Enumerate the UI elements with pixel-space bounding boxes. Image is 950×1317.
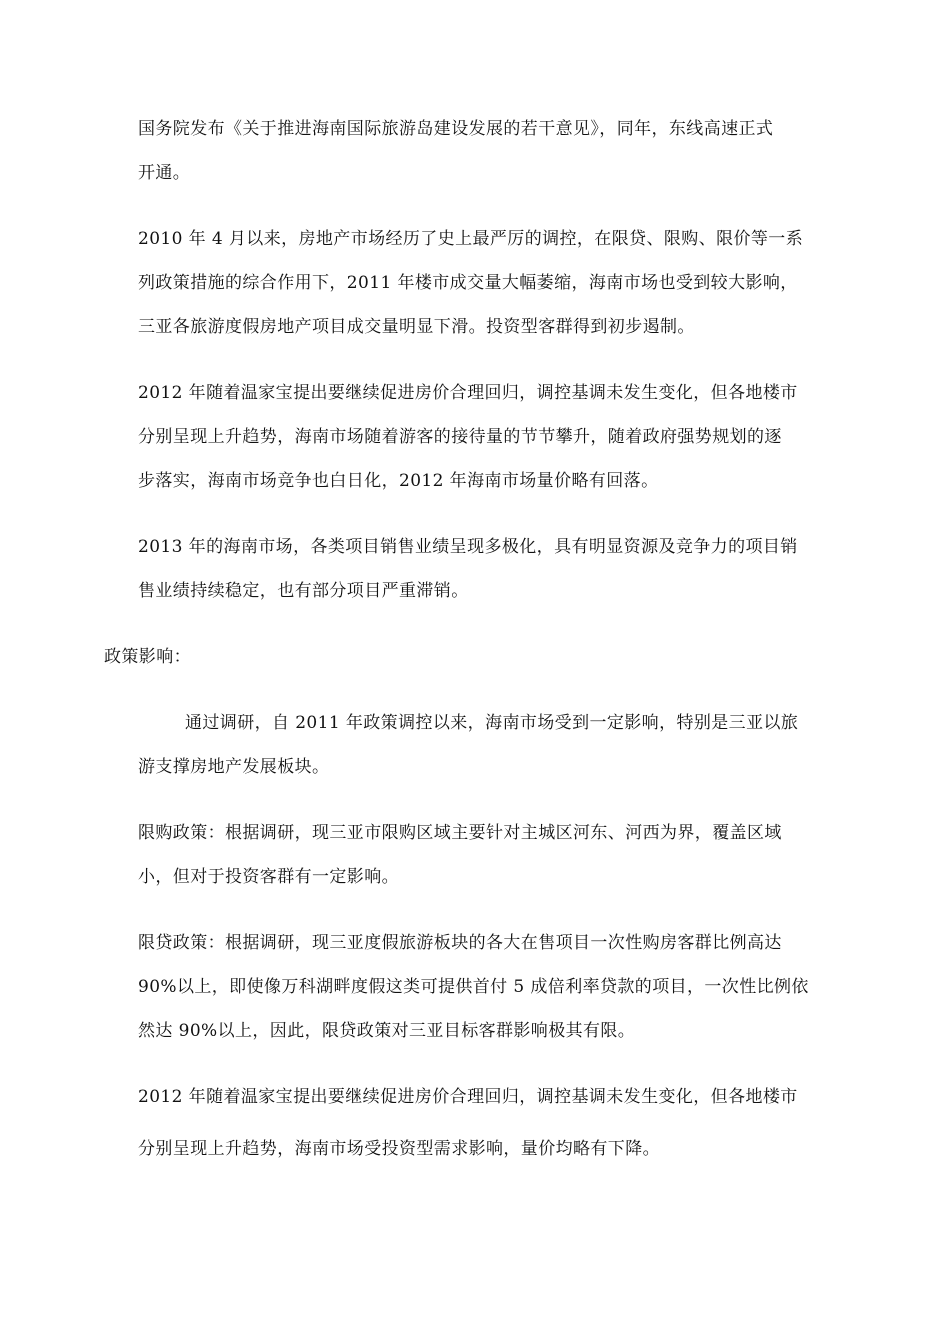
paragraph-5-line-2: 游支撑房地产发展板块。 <box>138 757 330 777</box>
paragraph-8-line-1: 2012 年随着温家宝提出要继续促进房价合理回归，调控基调未发生变化，但各地楼市 <box>138 1087 798 1107</box>
paragraph-1-line-1: 国务院发布《关于推进海南国际旅游岛建设发展的若干意见》，同年，东线高速正式 <box>138 119 774 139</box>
paragraph-3-line-1: 2012 年随着温家宝提出要继续促进房价合理回归，调控基调未发生变化，但各地楼市 <box>138 383 798 403</box>
paragraph-7-line-1: 限贷政策：根据调研，现三亚度假旅游板块的各大在售项目一次性购房客群比例高达 <box>138 933 782 953</box>
paragraph-6-line-1: 限购政策：根据调研，现三亚市限购区域主要针对主城区河东、河西为界，覆盖区域 <box>138 823 782 843</box>
paragraph-4-line-2: 售业绩持续稳定，也有部分项目严重滞销。 <box>138 581 469 601</box>
paragraph-4-line-1: 2013 年的海南市场，各类项目销售业绩呈现多极化，具有明显资源及竞争力的项目销 <box>138 537 798 557</box>
paragraph-2-line-2: 列政策措施的综合作用下，2011 年楼市成交量大幅萎缩，海南市场也受到较大影响， <box>138 273 798 293</box>
paragraph-2-line-1: 2010 年 4 月以来，房地产市场经历了史上最严厉的调控，在限贷、限购、限价等一系 <box>138 229 804 249</box>
paragraph-7-line-2: 90%以上，即使像万科湖畔度假这类可提供首付 5 成倍利率贷款的项目，一次性比例依 <box>138 977 809 997</box>
paragraph-2-line-3: 三亚各旅游度假房地产项目成交量明显下滑。投资型客群得到初步遏制。 <box>138 317 695 337</box>
paragraph-5-line-1: 通过调研，自 2011 年政策调控以来，海南市场受到一定影响，特别是三亚以旅 <box>185 713 799 733</box>
policy-heading: 政策影响： <box>104 647 191 667</box>
paragraph-6-line-2: 小，但对于投资客群有一定影响。 <box>138 867 399 887</box>
paragraph-7-line-3: 然达 90%以上，因此，限贷政策对三亚目标客群影响极其有限。 <box>138 1021 636 1041</box>
paragraph-1-line-2: 开通。 <box>138 163 191 183</box>
paragraph-3-line-3: 步落实，海南市场竞争也白日化，2012 年海南市场量价略有回落。 <box>138 471 659 491</box>
paragraph-3-line-2: 分别呈现上升趋势，海南市场随着游客的接待量的节节攀升，随着政府强势规划的逐 <box>138 427 782 447</box>
paragraph-8-line-2: 分别呈现上升趋势，海南市场受投资型需求影响，量价均略有下降。 <box>138 1139 660 1159</box>
